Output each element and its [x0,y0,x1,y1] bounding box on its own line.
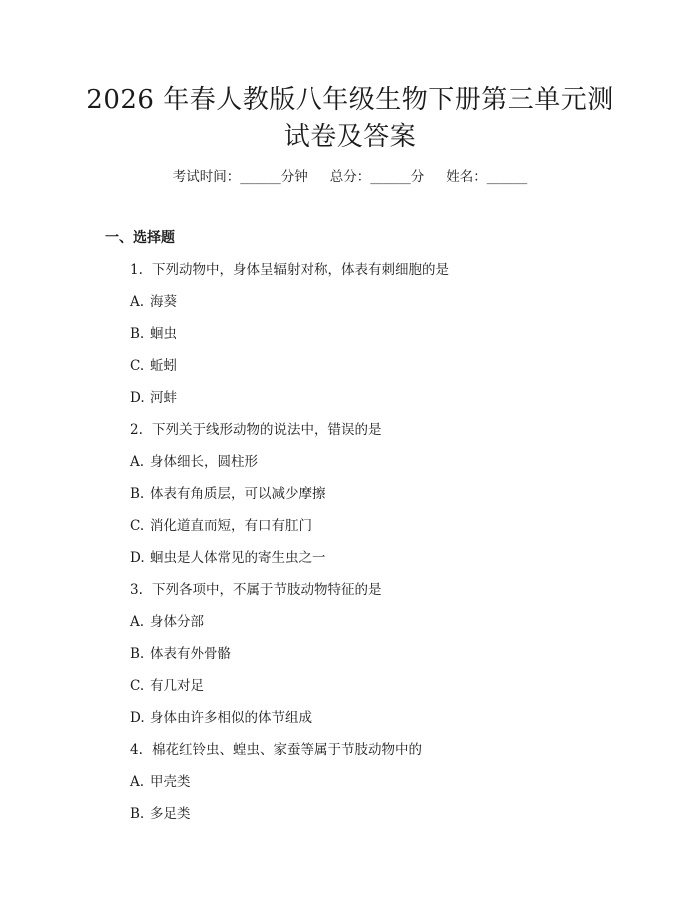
option-key: A. [130,454,145,470]
option-key: B. [130,486,145,502]
question-2 [130,420,382,440]
option-key: B. [130,326,145,342]
option-key: D. [130,710,145,726]
total-score-label: 总分：______分 [329,169,425,185]
question-text: 下列各项中，不属于节肢动物特征的是 [152,582,382,598]
option-text: 身体由许多相似的体节组成 [150,710,312,726]
option-text: 体表有角质层，可以减少摩擦 [150,486,326,502]
question-1 [130,260,449,280]
option-text: 有几对足 [150,678,204,694]
option-key: B. [130,806,145,822]
option-2d [130,548,326,568]
option-text: 甲壳类 [150,774,191,790]
question-number: 3. [130,582,143,598]
question-text: 棉花红铃虫、蝗虫、家蚕等属于节肢动物中的 [152,742,422,758]
question-text: 下列动物中，身体呈辐射对称，体表有刺细胞的是 [152,262,449,278]
option-key: A. [130,614,145,630]
option-text: 消化道直而短，有口有肛门 [150,518,312,534]
option-key: A. [130,774,145,790]
doc-title-line-1: 2026 年春人教版八年级生物下册第三单元测 [86,85,614,115]
option-2b [130,484,326,504]
option-text: 河蚌 [150,390,177,406]
exam-meta-line [0,167,700,187]
option-2c [130,516,312,536]
question-3 [130,580,382,600]
option-text: 身体细长，圆柱形 [150,454,258,470]
option-1b [130,324,177,344]
option-3c [130,676,204,696]
student-name-label: 姓名：______ [446,169,528,185]
option-key: C. [130,678,145,694]
doc-title-line-2: 试卷及答案 [283,122,417,152]
option-text: 体表有外骨骼 [150,646,231,662]
option-1c [130,356,177,376]
option-key: C. [130,518,145,534]
option-3d [130,708,312,728]
option-1a [130,292,177,312]
option-key: C. [130,358,145,374]
option-key: B. [130,646,145,662]
option-text: 多足类 [150,806,191,822]
option-3b [130,644,231,664]
exam-time-label: 考试时间：______分钟 [172,169,308,185]
option-text: 蛔虫 [150,326,177,342]
section-title: 一、选择题 [105,230,175,246]
question-number: 1. [130,262,143,278]
question-number: 2. [130,422,143,438]
option-4a [130,772,191,792]
question-4 [130,740,422,760]
option-key: D. [130,550,145,566]
question-text: 下列关于线形动物的说法中，错误的是 [152,422,382,438]
option-key: D. [130,390,145,406]
option-text: 身体分部 [150,614,204,630]
option-text: 蛔虫是人体常见的寄生虫之一 [150,550,326,566]
option-key: A. [130,294,145,310]
option-3a [130,612,204,632]
option-2a [130,452,258,472]
question-number: 4. [130,742,143,758]
option-text: 蚯蚓 [150,358,177,374]
option-1d [130,388,177,408]
option-4b [130,804,191,824]
option-text: 海葵 [150,294,177,310]
